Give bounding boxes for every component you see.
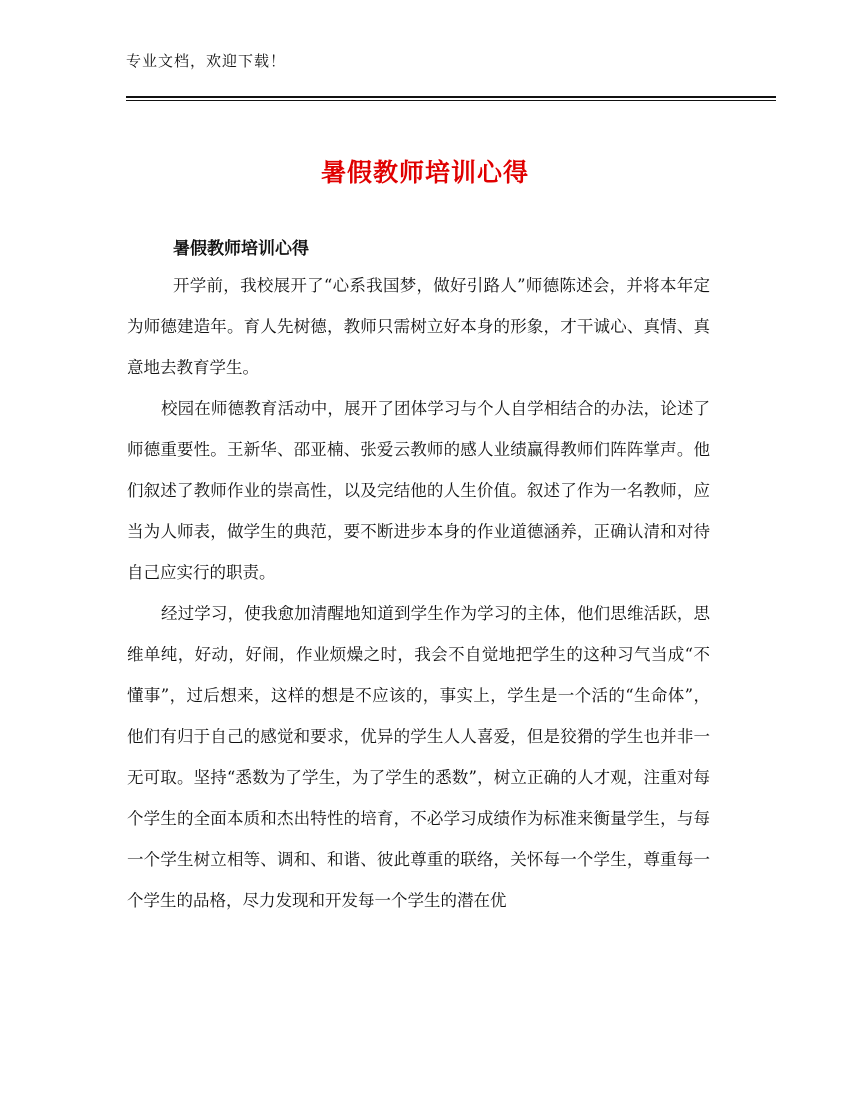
page-header-text: 专业文档，欢迎下载！ [126,52,287,70]
header-rule-thick [126,96,776,98]
document-title: 暑假教师培训心得 [320,158,529,187]
header-rule-thin [126,100,776,101]
document-body [127,265,710,921]
paragraph: 经过学习，使我愈加清醒地知道到学生作为学习的主体，他们思维活跃，思维单纯，好动，好闹，作业烦燥之时，我会不自觉地把学生的这种习气当成“不懂事”，过后想来，这样的想是不应该的，事实上，学生是一个活的“生命体”，他们有归于自己的感觉和要求，优异的学生人人喜爱，但是狡猾的学生也并非一无可取。坚持“悉数为了学生，为了学生的悉数”，树立正确的人才观，注重对每个学生的全面本质和杰出特性的培育，不必学习成绩作为标准来衡量学生，与每一个学生树立相等、调和、和谐、彼此尊重的联络，关怀每一个学生，尊重每一个学生的品格，尽力发现和开发每一个学生的潜在优 [127,604,710,910]
paragraph: 开学前，我校展开了“心系我国梦，做好引路人”师德陈述会，并将本年定为师德建造年。育人先树德，教师只需树立好本身的形象，才干诚心、真情、真意地去教育学生。 [127,276,710,377]
paragraph: 校园在师德教育活动中，展开了团体学习与个人自学相结合的办法，论述了师德重要性。王新华、邵亚楠、张爱云教师的感人业绩赢得教师们阵阵掌声。他们叙述了教师作业的崇高性，以及完结他的人生价值。叙述了作为一名教师，应当为人师表，做学生的典范，要不断进步本身的作业道德涵养，正确认清和对待自己应实行的职责。 [127,399,710,582]
document-subtitle: 暑假教师培训心得 [173,239,309,259]
